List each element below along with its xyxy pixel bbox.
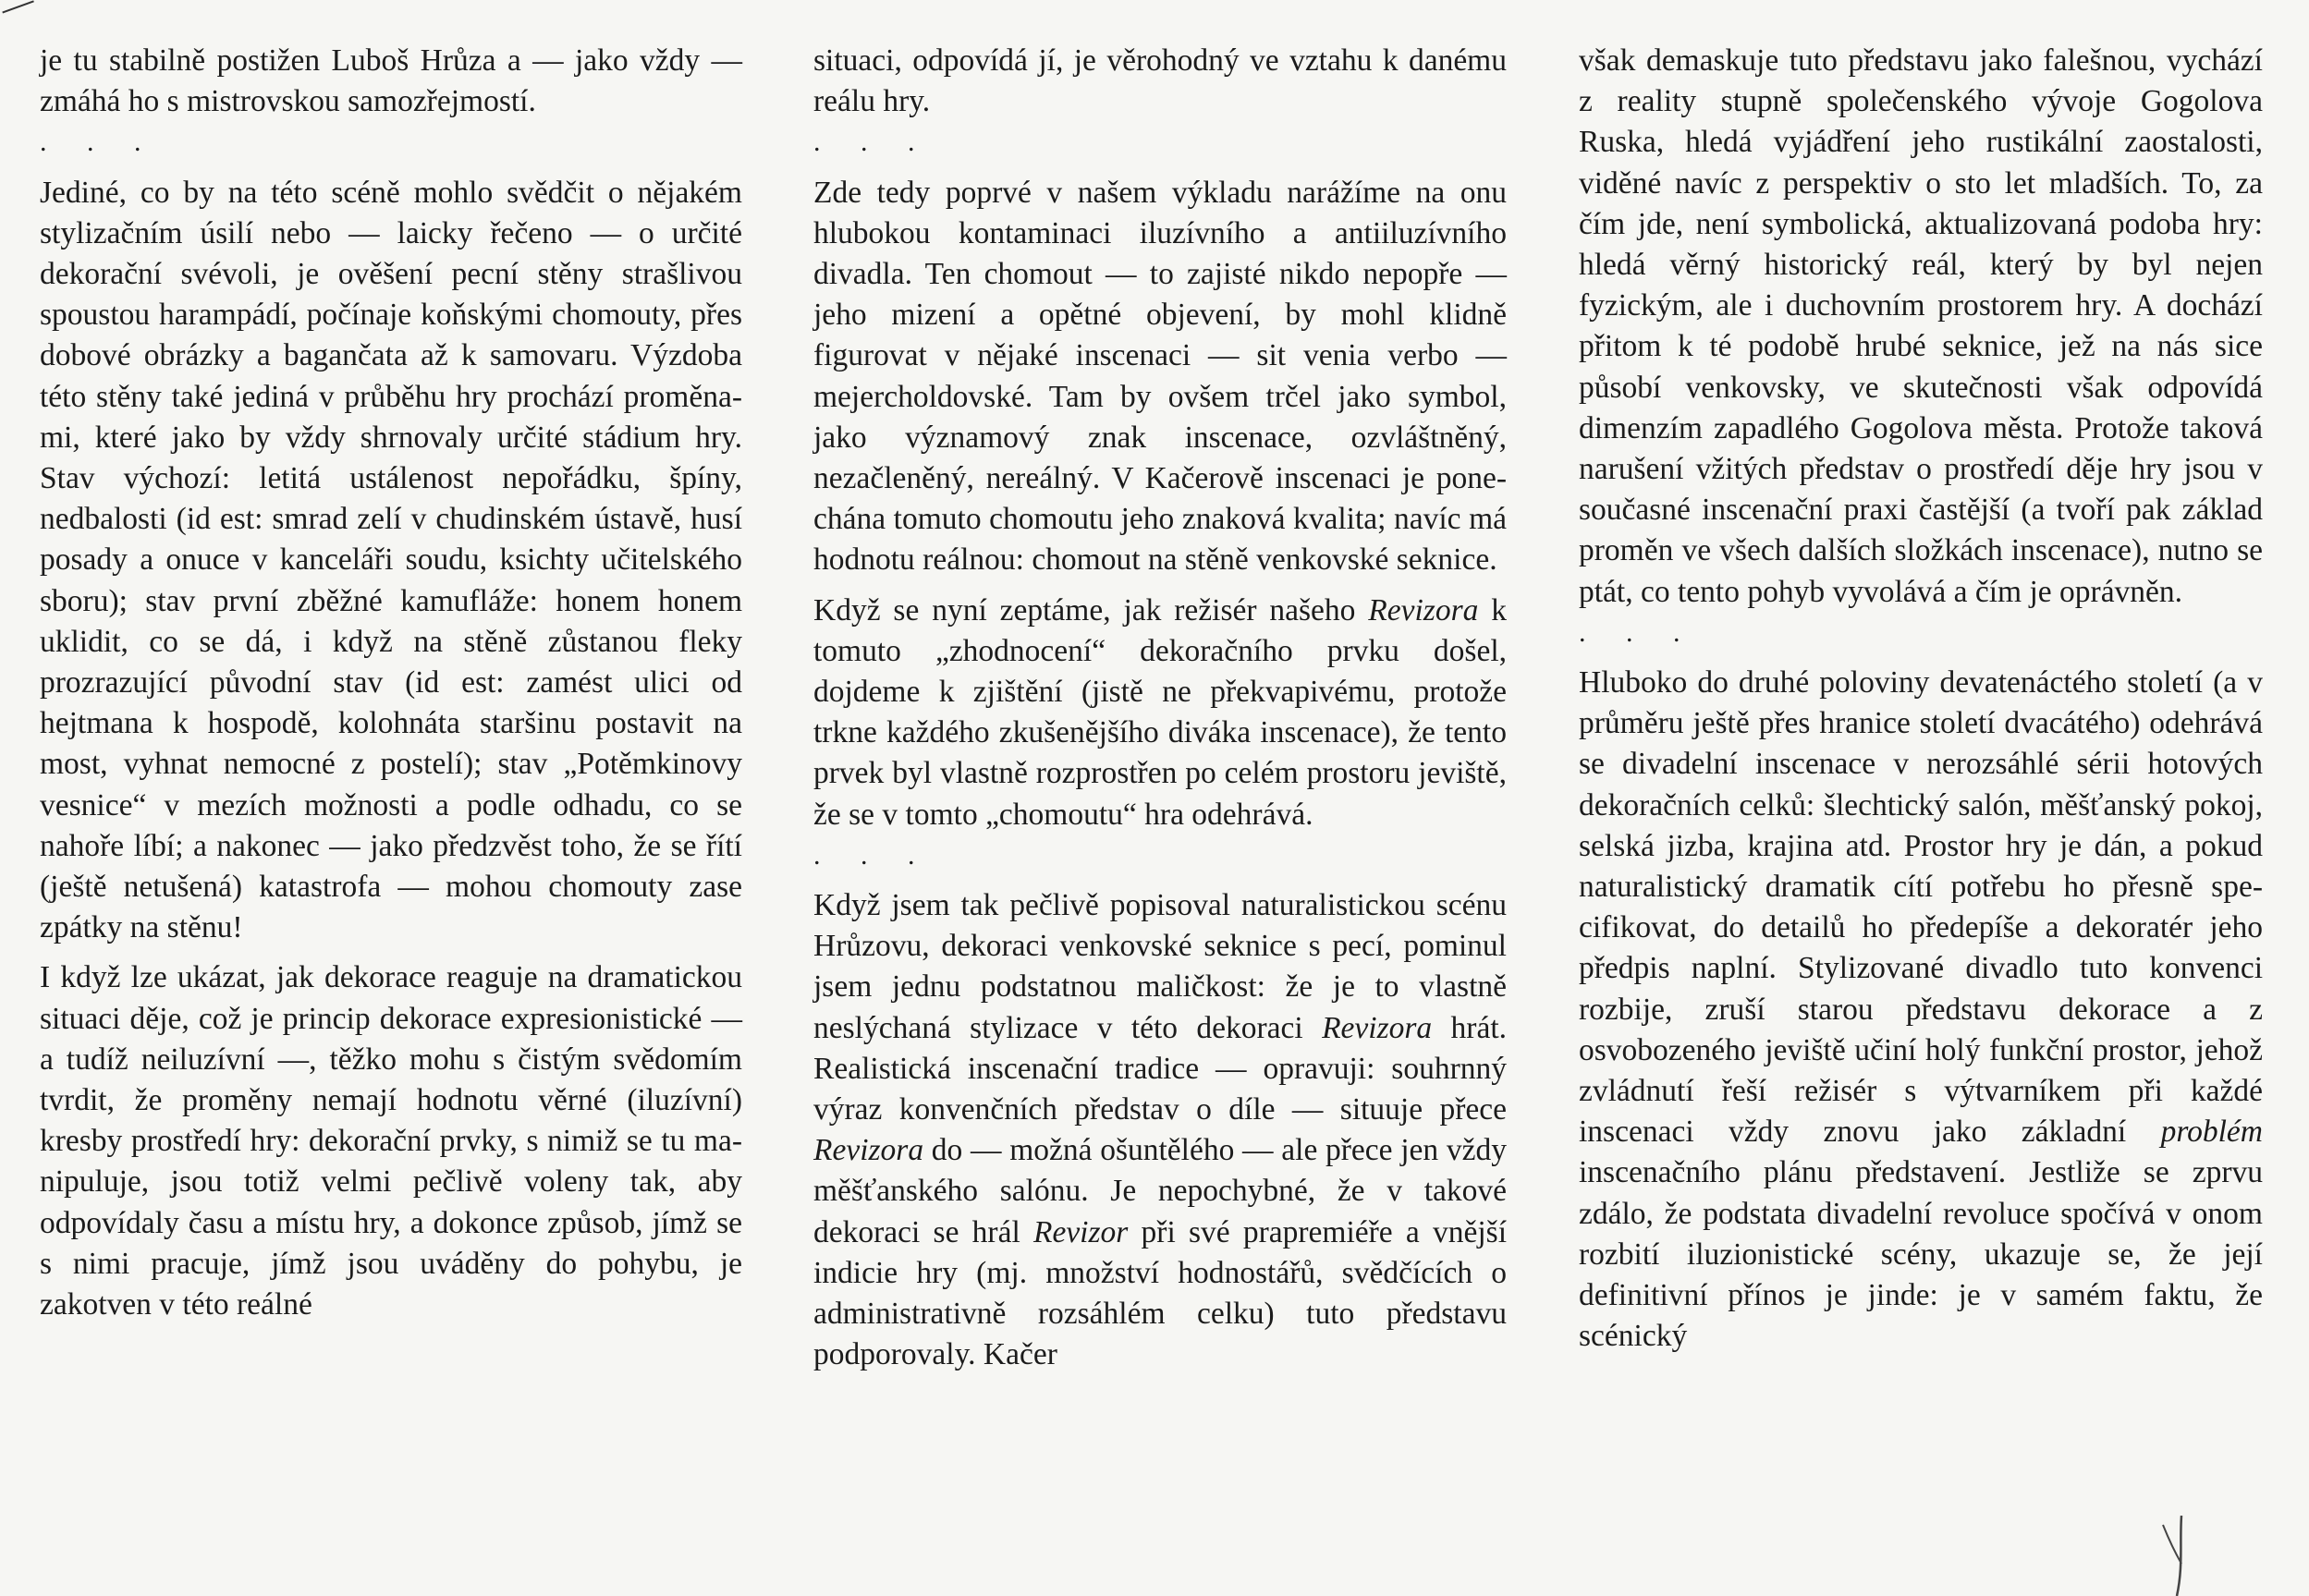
- section-divider-dots: . . .: [1579, 616, 1697, 648]
- body-paragraph: situaci, odpovídá jí, je věrohodný ve vztahu k danému reálu hry.: [813, 43, 1507, 119]
- body-paragraph: Zde tedy poprvé v našem výkladu narážíme na onu hlubokou kontaminaci iluzívního a antiiluzívního divadla. Ten chomout — to zajisté nikdo nepopře — jeho mizení a opětné objevení, by mohl klidně figurovat v nějaké inscenaci — sit venia verbo — mejercholdovské. Tam by ovšem trčel jako symbol, jako významový znak inscenace, ozvláštněný, nezačleněný, nereálný. V Kačerově inscenaci je ponechána tomuto chomoutu jeho znaková kvalita; navíc má hodnotu reálnou: chomout na stěně venkovské seknice.: [813, 175, 1507, 578]
- section-divider-dots: . . .: [813, 839, 932, 871]
- body-paragraph: je tu stabilně postižen Luboš Hrůza a — jako vždy — zmáhá ho s mistrovskou samozřejmostí.: [40, 43, 742, 119]
- section-divider-dots: . . .: [40, 127, 158, 158]
- body-paragraph: Hluboko do druhé poloviny devatenáctého století (a v průměru ještě přes hranice století dvacátého) odehrává se divadelní inscenace v nerozsáhlé sérii hotových dekoračních celků: šlechtický salón, měšťanský pokoj, selská jizba, krajina atd. Prostor hry je dán, a pokud naturalistický dramatik cítí potřebu ho přesně specifikovat, do detailů ho předepíše a dekoratér jeho předpis naplní. Stylizované divadlo tuto konvenci rozbije, zruší starou představu dekorace a z osvobozeného jeviště učiní holý funkční prostor, jehož zvládnutí řeší režisér s výtvarníkem při každé inscenaci vždy znovu jako základní problém inscenačního plánu představení. Jestliže se zprvu zdálo, že podstata divadelní revoluce spočívá v onom rozbití iluzionistické scény, ukazuje se, že její definitivní přínos je jinde: je v samém faktu, že scénický: [1579, 665, 2263, 1354]
- pen-stroke-mark: [2154, 1516, 2209, 1596]
- text-column-3: [1579, 41, 2263, 1357]
- body-paragraph: I když lze ukázat, jak dekorace reaguje na dramatickou situaci děje, což je princip dekorace expresionistické — a tudíž neiluzívní —, těžko mohu s čistým svědomím tvrdit, že proměny nemají hodnotu věrné (iluzívní) kresby prostředí hry: dekorační prvky, s nimiž se tu manipuluje, jsou totiž velmi pečlivě voleny tak, aby odpovídaly času a místu hry, a dokonce způsob, jímž se s nimi pracuje, jímž jsou uváděny do pohybu, je zakotven v této reálné: [40, 960, 742, 1322]
- text-column-1: [40, 41, 742, 1325]
- pencil-mark: [2, 0, 38, 25]
- body-paragraph: Jediné, co by na této scéně mohlo svědčit o nějakém stylizačním úsilí nebo — laicky řečeno — o určité dekorační svévoli, je ověšení pecní stěny strašlivou spoustou harampádí, počínaje koňskými chomouty, přes dobové obrázky a bagančata až k samovaru. Výzdoba této stěny také jediná v průběhu hry prochází proměnami, které jako by vždy shrnovaly určité stádium hry. Stav výchozí: letitá ustálenost nepořádku, špíny, nedbalosti (id est: smrad zelí v chudinském ústavě, husí posady a onuce v kanceláři soudu, ksichty učitelského sboru); stav první zběžné kamufláže: honem honem uklidit, co se dá, i když na stěně zůstanou fleky prozrazující původní stav (id est: zamést ulici od hejtmana k hospodě, kolohnáta staršinu postavit na most, vyhnat nemocné z postelí); stav „Potěmkinovy vesnice“ v mezích možnosti a podle odhadu, co se nahoře líbí; a nakonec — jako předzvěst toho, že se řítí (ještě netušená) katastrofa — mohou chomouty zase zpátky na stěnu!: [40, 175, 742, 945]
- body-paragraph: Když se nyní zeptáme, jak režisér našeho Revizora k tomuto „zhodnocení“ dekoračního prvku došel, dojdeme k zjištění (jistě ne překvapivému, protože trkne každého zkušenějšího diváka inscenace), že tento prvek byl vlastně rozprostřen po celém prostoru jeviště, že se v tomto „chomoutu“ hra odehrává.: [813, 592, 1507, 832]
- body-paragraph: Když jsem tak pečlivě popisoval naturalistickou scénu Hrůzovu, dekoraci venkovské seknice s pecí, pominul jsem jednu podstatnou maličkost: že je to vlastně neslýchaná stylizace v této dekoraci Revizora hrát. Realistická inscenační tradice — opravuji: souhrnný výraz konvenčních představ o díle — situuje přece Revizora do — možná ošuntělého — ale přece jen vždy měšťanského salónu. Je nepochybné, že v takové dekoraci se hrál Revizor při své prapremiéře a vnější indicie hry (mj. množství hodnostářů, svědčících o administrativně rozsáhlém celku) tuto představu podporovaly. Kačer: [813, 888, 1507, 1372]
- body-paragraph: však demaskuje tuto představu jako falešnou, vychází z reality stupně společenského vývoje Gogolova Ruska, hledá vyjádření jeho rustikální zaostalosti, viděné navíc z perspektiv o sto let mladších. To, za čím jde, není symbolická, aktualizovaná podoba hry: hledá věrný historický reál, který by byl nejen fyzickým, ale i duchovním prostorem hry. A dochází přitom k té podobě hrubé seknice, jež na nás sice působí venkovsky, ve skutečnosti však odpovídá dimenzím zapadlého Gogolova města. Protože taková narušení vžitých představ o prostředí děje hry jsou v současné inscenační praxi častější (a tvoří pak základ proměn ve všech dalších složkách inscenace), nutno se ptát, co tento pohyb vyvolává a čím je oprávněn.: [1579, 43, 2263, 609]
- text-column-2: [813, 41, 1507, 1375]
- section-divider-dots: . . .: [813, 127, 932, 158]
